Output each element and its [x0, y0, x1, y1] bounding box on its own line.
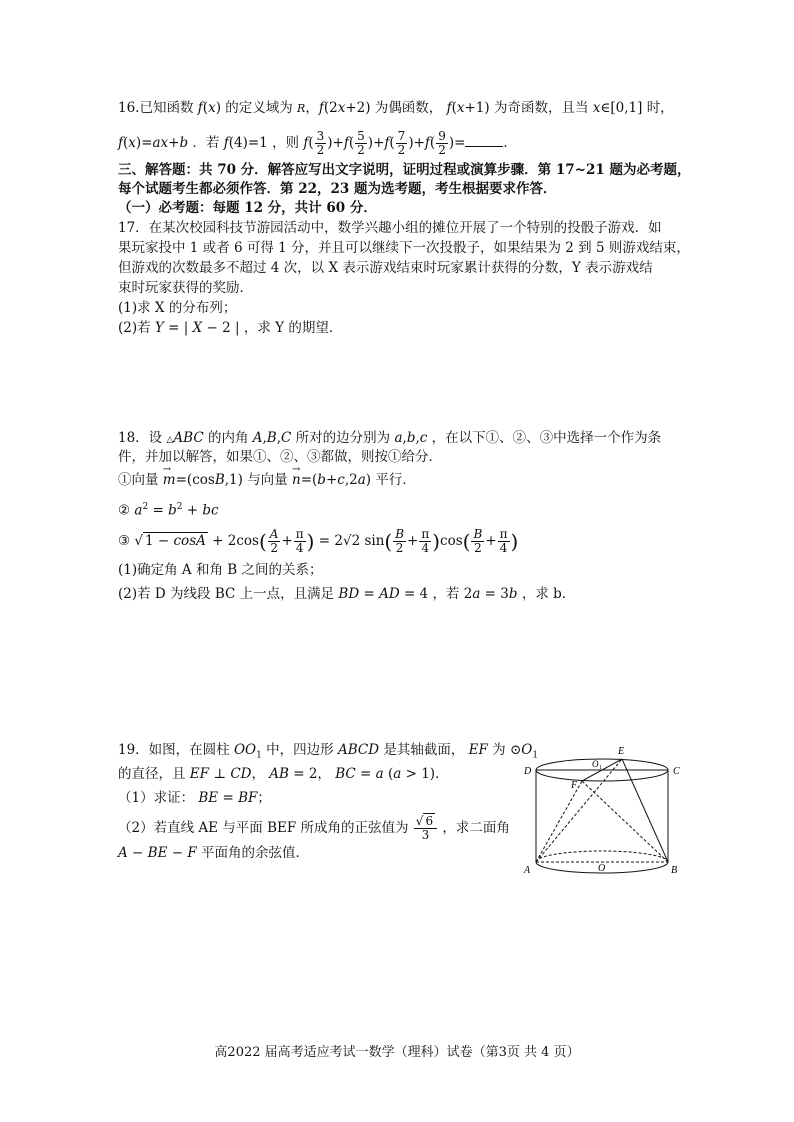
q18-text: ，在以下①、②、③中选择一个作为条 — [431, 430, 662, 446]
q18-part2: (2)若 D 为线段 BC 上一点，且满足 BD = AD = 4 ，若 2a = 3b ，求 b． — [118, 586, 576, 602]
q17-line4: 束时玩家获得的奖励． — [118, 280, 253, 296]
section3-line3: （一）必考题：每题 12 分，共计 60 分． — [118, 200, 377, 216]
q19-text: 平面角的余弦值． — [201, 845, 310, 861]
q19-part2: （2）若直线 AE 与平面 BEF 所成角的正弦值为 $\frac{√ 6}{3}$ ，求二面角 — [118, 814, 510, 842]
q18-text: ，求 b． — [521, 586, 576, 602]
q17-part2: (2)若 Y = | X − 2 | ，求 Y 的期望． — [118, 320, 343, 336]
q19-line1: 19．如图，在圆柱 $OO_1$ 中，四边形 ABCD 是其轴截面， EF 为 $⊙O_1$ — [118, 742, 539, 761]
q18-text: 平行． — [375, 472, 416, 488]
answer-blank[interactable] — [465, 132, 503, 147]
q16-text: 为偶函数， — [374, 100, 443, 116]
segment-af — [536, 781, 582, 862]
label-o: O — [598, 863, 606, 874]
cylinder-figure — [522, 740, 692, 880]
q16-text: 的定义域为 — [225, 100, 293, 116]
label-o1: O — [592, 759, 599, 769]
q18-cond3: ③ √ 1 − cosA + 2cos( $\frac{A}{2}$ + $\frac{\pi}{4}$ ) = 2√2 sin( $\frac{B}{2}$ + $\frac{\pi}{4}$ )cos( $\frac{B}{2}$ + $\frac{\pi}{4}$ ) — [118, 527, 519, 555]
q16-line1: 16.已知函数 f(x) 的定义域为 R，f(2x+2) 为偶函数， f(x+1) 为奇函数，且当 x∈[0,1] 时， — [118, 100, 674, 116]
q19-text: 是其轴截面， — [383, 742, 465, 758]
segment-bf — [582, 781, 668, 862]
q16-line2: f(x)=ax+b ．若 f(4)=1 ，则 f( $\frac{3}{2}$ )+f( $\frac{5}{2}$ )+f( $\frac{7}{2}$ )+f( $\frac{9}{2}$ )= ． — [118, 129, 517, 157]
q18-cond1: ①向量 → m=(cosB,1) 与向量 → n=(b+c,2a) 平行． — [118, 470, 416, 490]
label-f: F — [571, 780, 578, 791]
section3-line2: 每个试题考生都必须作答．第 22，23 题为选考题，考生根据要求作答． — [118, 181, 557, 197]
q19-text: （1）求证： — [118, 790, 195, 806]
bottom-ellipse-back — [536, 851, 668, 862]
q18-text: 18．设 — [118, 430, 163, 446]
q17-text: ，求 Y 的期望． — [243, 320, 343, 336]
label-d: D — [524, 766, 532, 777]
q16-text: 16.已知函数 — [118, 100, 194, 116]
q18-line2: 件，并加以解答，如果①、②、③都做，则按①给分． — [118, 449, 442, 465]
label-b: B — [671, 865, 678, 876]
q19-part1: （1）求证： BE = BF； — [118, 790, 271, 806]
q16-text: 时， — [646, 100, 674, 116]
q19-text: （2）若直线 AE 与平面 BEF 所成角的正弦值为 — [118, 820, 409, 836]
label-o1-subscript: 1 — [599, 765, 602, 771]
q18-line1: 18．设 △ABC 的内角 A,B,C 所对的边分别为 a,b,c ，在以下①、②、③中选择一个作为条 — [118, 430, 662, 446]
q16-text: ，则 — [272, 135, 300, 151]
q18-part1: (1)确定角 A 和角 B 之间的关系； — [118, 562, 323, 578]
label-c: C — [673, 766, 680, 777]
q17-line3: 但游戏的次数最多不超过 4 次，以 X 表示游戏结束时玩家累计获得的分数，Y 表示游戏结 — [118, 260, 653, 276]
q18-text: 所对的边分别为 — [295, 430, 391, 446]
q19-text: ，求二面角 — [442, 820, 510, 836]
q19-text: 为 — [492, 742, 506, 758]
page-footer: 高2022 届高考适应考试一数学（理科）试卷（第3页 共 4 页） — [214, 1045, 580, 1060]
q19-text: 中，四边形 — [266, 742, 334, 758]
q18-text: ①向量 — [118, 472, 159, 488]
q18-text: 的内角 — [207, 430, 249, 446]
q18-text: ③ — [118, 533, 131, 549]
q17-line1: 17．在某次校园科技节游园活动中，数学兴趣小组的摊位开展了一个特别的投骰子游戏．如 — [118, 220, 662, 236]
q19-text: 19．如图，在圆柱 — [118, 742, 230, 758]
q18-text: ，若 — [432, 586, 460, 602]
segment-be — [622, 759, 668, 862]
q18-text: ② — [118, 502, 131, 519]
segment-ae — [536, 759, 622, 862]
q16-text: 为奇函数，且当 — [493, 100, 589, 116]
section3-line1: 三、解答题：共 70 分．解答应写出文字说明，证明过程或演算步骤．第 17~21 题为必考题， — [118, 162, 691, 178]
q17-line2: 果玩家投中 1 或者 6 可得 1 分，并且可以继续下一次投骰子，如果结果为 2 到 5 则游戏结束， — [118, 240, 690, 256]
q18-cond2: ② $a^2 = b^2$ + bc — [118, 502, 219, 519]
q19-text: 的直径，且 — [118, 766, 186, 782]
q17-text: (2)若 — [118, 320, 151, 336]
label-a: A — [524, 865, 531, 876]
q18-text: 与向量 — [247, 472, 288, 488]
q19-part3: A − BE − F 平面角的余弦值． — [118, 845, 310, 861]
q19-line2: 的直径，且 EF ⊥ CD， AB = 2， BC = a (a > 1)． — [118, 766, 449, 782]
q17-part1: (1)求 X 的分布列； — [118, 300, 237, 316]
label-e: E — [618, 746, 625, 757]
q16-text: ．若 — [192, 135, 220, 151]
q18-text: (2)若 D 为线段 BC 上一点，且满足 — [118, 586, 335, 602]
